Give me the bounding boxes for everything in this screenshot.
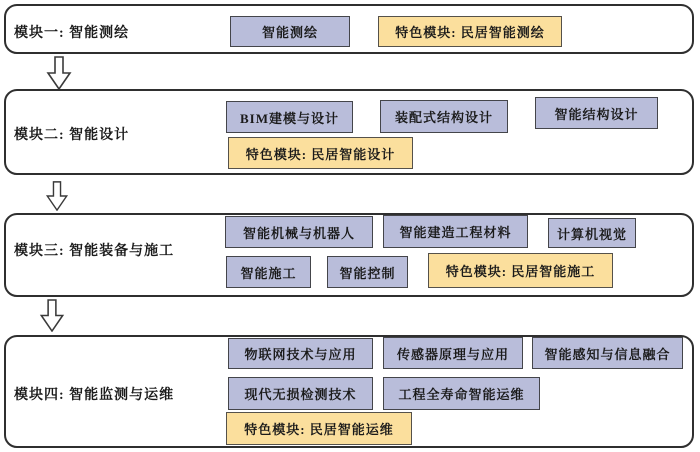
course-box-nondestructive-testing: 现代无损检测技术 [228, 377, 373, 410]
flow-arrow-2 [44, 181, 70, 211]
module-2-label: 模块二: 智能设计 [14, 128, 130, 143]
special-box-module-4: 特色模块: 民居智能运维 [226, 412, 412, 445]
course-box-intelligent-structure-design: 智能结构设计 [535, 97, 658, 129]
down-arrow-icon [39, 299, 65, 332]
down-arrow-icon [44, 181, 70, 211]
course-box-intelligent-perception: 智能感知与信息融合 [532, 337, 683, 369]
course-box-intelligent-control: 智能控制 [327, 256, 408, 288]
course-box-sensor-principles: 传感器原理与应用 [383, 337, 523, 369]
course-box-iot-technology: 物联网技术与应用 [228, 338, 373, 369]
module-3-label: 模块三: 智能装备与施工 [14, 244, 175, 259]
special-box-module-3: 特色模块: 民居智能施工 [428, 253, 613, 288]
module-4-label: 模块四: 智能监测与运维 [14, 388, 175, 403]
course-box-intelligent-construction: 智能施工 [226, 256, 311, 288]
course-box-bim-modeling: BIM建模与设计 [226, 101, 353, 133]
course-box-intelligent-machinery-robots: 智能机械与机器人 [225, 216, 373, 248]
course-box-computer-vision: 计算机视觉 [548, 218, 636, 248]
flow-arrow-3 [39, 299, 65, 332]
course-box-prefabricated-structure: 装配式结构设计 [380, 100, 508, 133]
course-box-intelligent-surveying: 智能测绘 [230, 16, 350, 47]
course-box-lifecycle-om: 工程全寿命智能运维 [383, 377, 540, 410]
down-arrow-icon [46, 56, 72, 90]
flow-arrow-1 [46, 56, 72, 90]
special-box-module-2: 特色模块: 民居智能设计 [228, 137, 413, 169]
special-box-module-1: 特色模块: 民居智能测绘 [378, 16, 562, 47]
course-box-construction-materials: 智能建造工程材料 [383, 215, 528, 248]
module-1-label: 模块一: 智能测绘 [14, 26, 130, 41]
